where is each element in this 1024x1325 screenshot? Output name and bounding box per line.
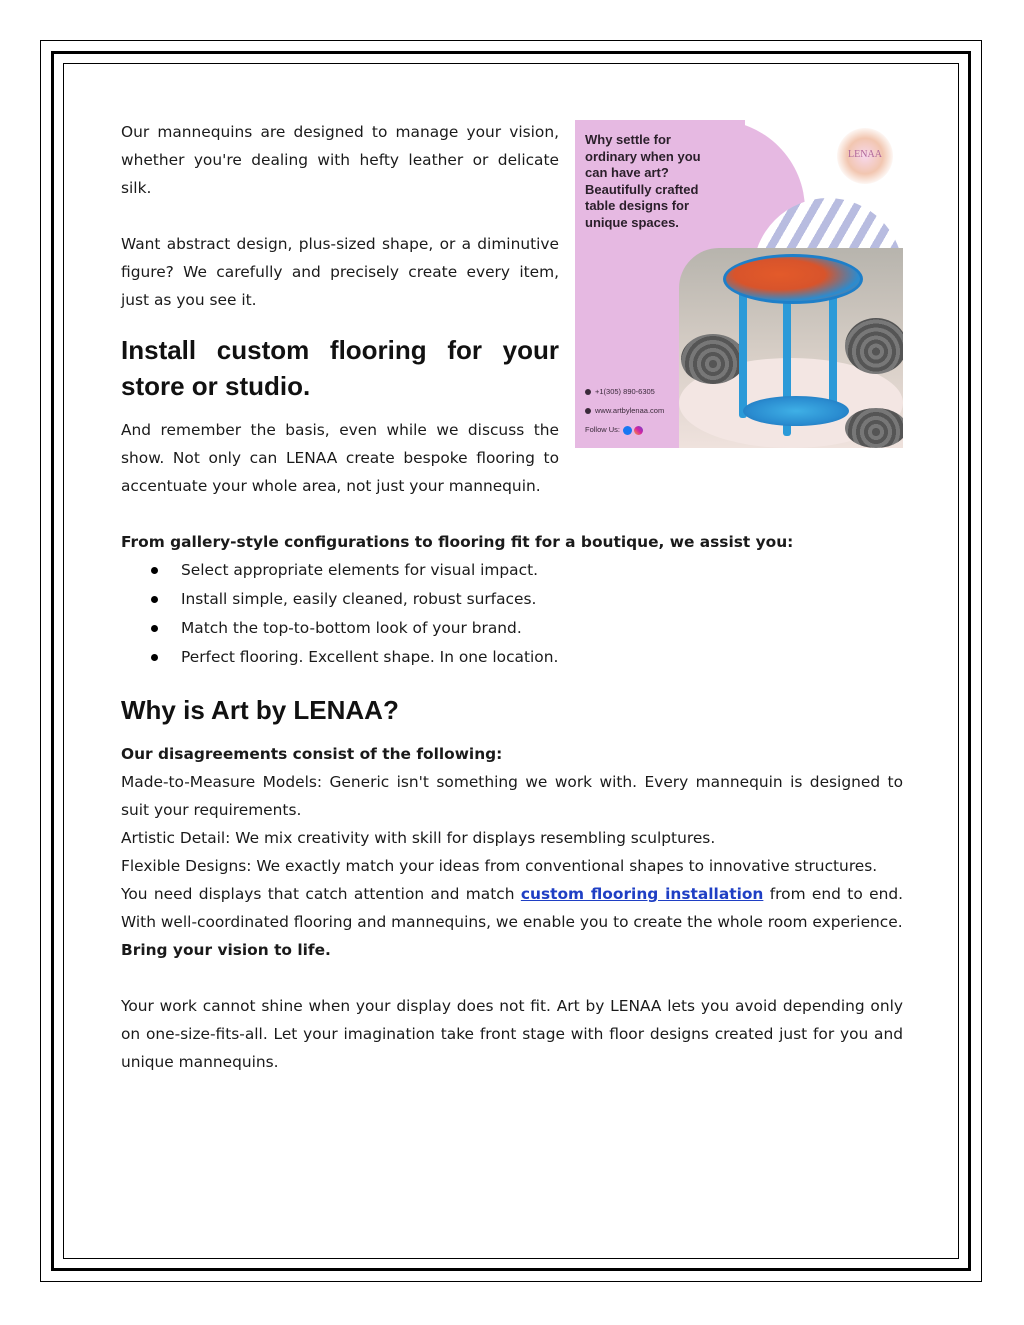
promo-phone: +1(305) 890-6305	[595, 387, 655, 396]
bullet-icon	[151, 567, 158, 574]
closing-paragraph: Your work cannot shine when your display does not fit. Art by LENAA lets you avoid depending only on one-size-fits-all. Let your imagination take front stage with floor designs created just for you and unique mannequins.	[121, 997, 903, 1071]
logo-text: LENAA	[848, 149, 882, 160]
table-photo	[679, 248, 903, 448]
table-shelf	[743, 396, 849, 426]
promo-website: www.artbylenaa.com	[595, 406, 665, 415]
intro-paragraph-2: Want abstract design, plus-sized shape, or a diminutive figure? We carefully and precisely create every item, just as you see it.	[121, 235, 559, 309]
facebook-icon	[623, 426, 632, 435]
why-line-flexible: Flexible Designs: We exactly match your ideas from conventional shapes to innovative structures.	[121, 857, 878, 875]
bullet-icon	[151, 625, 158, 632]
table-leg	[829, 288, 837, 412]
phone-icon	[585, 389, 591, 395]
benefits-list	[121, 556, 903, 672]
why-line-displays: You need displays that catch attention and match custom flooring installation from end to end. With well-coordinated flooring and mannequins, we enable you to create the whole room experience.	[121, 885, 903, 931]
why-line-measure: Made-to-Measure Models: Generic isn't something we work with. Every mannequin is designed to suit your requirements.	[121, 773, 903, 819]
section-heading-flooring: Install custom flooring for your store or studio.	[121, 335, 559, 401]
bullet-icon	[151, 596, 158, 603]
globe-icon	[585, 408, 591, 414]
instagram-icon	[634, 426, 643, 435]
cushion-right	[845, 318, 903, 374]
custom-flooring-link[interactable]: custom flooring installation	[520, 885, 764, 903]
why-subheading: Our disagreements consist of the following:	[121, 745, 503, 763]
table-top	[723, 254, 863, 304]
list-item: Select appropriate elements for visual impact.	[121, 556, 903, 585]
promo-headline: Why settle for ordinary when you can have art? Beautifully crafted table designs for unique spaces.	[585, 132, 701, 230]
section-heading-why: Why is Art by LENAA?	[121, 695, 399, 725]
cushion-left	[681, 334, 745, 384]
list-item: Install simple, easily cleaned, robust surfaces.	[121, 585, 903, 614]
list-item: Perfect flooring. Excellent shape. In one location.	[121, 643, 903, 672]
cta-text: Bring your vision to life.	[121, 941, 331, 959]
lenaa-logo	[837, 128, 893, 184]
promo-image	[575, 120, 903, 448]
why-line-artistic: Artistic Detail: We mix creativity with skill for displays resembling sculptures.	[121, 829, 716, 847]
promo-contact	[585, 382, 664, 439]
flooring-paragraph: And remember the basis, even while we discuss the show. Not only can LENAA create bespoke flooring to accentuate your whole area, not just your mannequin.	[121, 421, 559, 495]
cushion-bottom	[845, 408, 903, 448]
bullet-icon	[151, 654, 158, 661]
list-item: Match the top-to-bottom look of your brand.	[121, 614, 903, 643]
document-body	[121, 118, 903, 1076]
table-leg	[739, 288, 747, 418]
follow-label: Follow Us:	[585, 425, 621, 434]
list-intro: From gallery-style configurations to flooring fit for a boutique, we assist you:	[121, 533, 794, 551]
intro-paragraph-1: Our mannequins are designed to manage your vision, whether you're dealing with hefty leather or delicate silk.	[121, 123, 559, 197]
